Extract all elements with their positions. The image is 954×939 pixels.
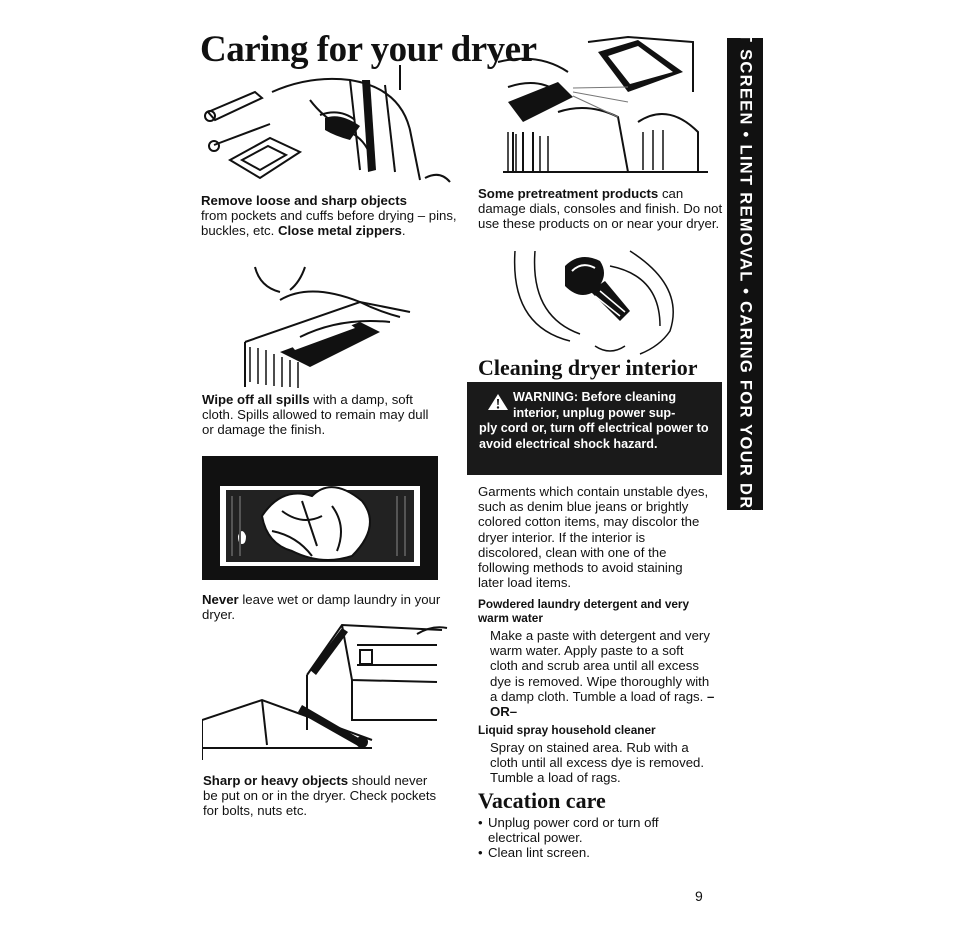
pretreatment-paragraph xyxy=(478,186,723,232)
never-wet-lead: Never xyxy=(202,592,239,607)
cleaning-interior-heading: Cleaning dryer interior xyxy=(478,355,698,380)
discolor-intro: Garments which contain unstable dyes, such as denim blue jeans or brightly colored cotton items, may discolor the dryer interior. If the interior is discolored, clean with one of the following methods to avoid staining later load items. xyxy=(478,484,709,591)
pretreatment-text: can damage dials, consoles and finish. Do not use these products on or near your dryer. xyxy=(478,186,723,232)
side-tab xyxy=(727,1,763,547)
warning-line2: interior, unplug power sup- xyxy=(513,405,676,420)
remove-objects-heading: Remove loose and sharp objects xyxy=(201,193,407,208)
wipe-spills-lead: Wipe off all spills xyxy=(202,392,310,407)
illustration-pretreatment-spray xyxy=(478,32,723,182)
side-tab-label: LINT SCREEN • LINT REMOVAL • CARING FOR YOUR DRYER xyxy=(736,1,755,547)
vacation-bullet-1: • Unplug power cord or turn off electrical power. xyxy=(478,815,659,846)
remove-objects-text: from pockets and cuffs before drying – pins, buckles, etc. xyxy=(201,208,457,239)
method1-text: Make a paste with detergent and very warm water. Apply paste to a soft cloth and scrub area until all excess dye is removed. Wipe thoroughly with a damp cloth. Tumble a load of rags. xyxy=(490,628,710,704)
method1-paragraph xyxy=(490,628,715,719)
illustration-cleaning-drum xyxy=(510,246,685,358)
remove-objects-paragraph: Remove loose and sharp objects from pockets and cuffs before drying – pins, buckles, etc. Close metal zippers. xyxy=(201,193,457,239)
illustration-wipe-spills xyxy=(240,262,420,390)
vacation-bullet-2: • Clean lint screen. xyxy=(478,845,590,861)
pretreatment-lead: Some pretreatment products xyxy=(478,186,659,201)
wipe-spills-paragraph xyxy=(202,392,442,438)
never-wet-paragraph xyxy=(202,592,442,622)
warning-line1: WARNING: Before cleaning xyxy=(513,390,677,404)
illustration-sharp-objects xyxy=(202,620,452,765)
sharp-heavy-paragraph xyxy=(203,773,443,819)
illustration-wet-laundry xyxy=(202,456,438,580)
sharp-heavy-text: should never be put on or in the dryer. Check pockets for bolts, nuts etc. xyxy=(203,773,437,819)
remove-objects-emphasis: Close metal zippers xyxy=(277,223,402,239)
sharp-heavy-lead: Sharp or heavy objects xyxy=(203,773,349,788)
page-title: Caring for your dryer xyxy=(200,29,537,70)
warning-rest: ply cord or, turn off electrical power to avoid electrical shock hazard. xyxy=(479,421,709,451)
vacation-list xyxy=(478,815,708,861)
warning-box xyxy=(467,382,722,475)
or-label: –OR– xyxy=(490,688,715,720)
never-wet-text: leave wet or damp laundry in your dryer. xyxy=(202,592,441,623)
method2-heading: Liquid spray household cleaner xyxy=(478,723,656,737)
warning-icon xyxy=(487,393,509,411)
vacation-heading: Vacation care xyxy=(478,788,606,813)
wipe-spills-text: with a damp, soft cloth. Spills allowed to remain may dull or damage the finish. xyxy=(202,392,429,438)
illustration-loose-objects xyxy=(200,60,455,192)
method1-heading: Powdered laundry detergent and very warm water xyxy=(478,597,690,625)
method2-text: Spray on stained area. Rub with a cloth until all excess dye is removed. Tumble a load of rags. xyxy=(490,740,705,786)
page-number: 9 xyxy=(695,888,703,904)
